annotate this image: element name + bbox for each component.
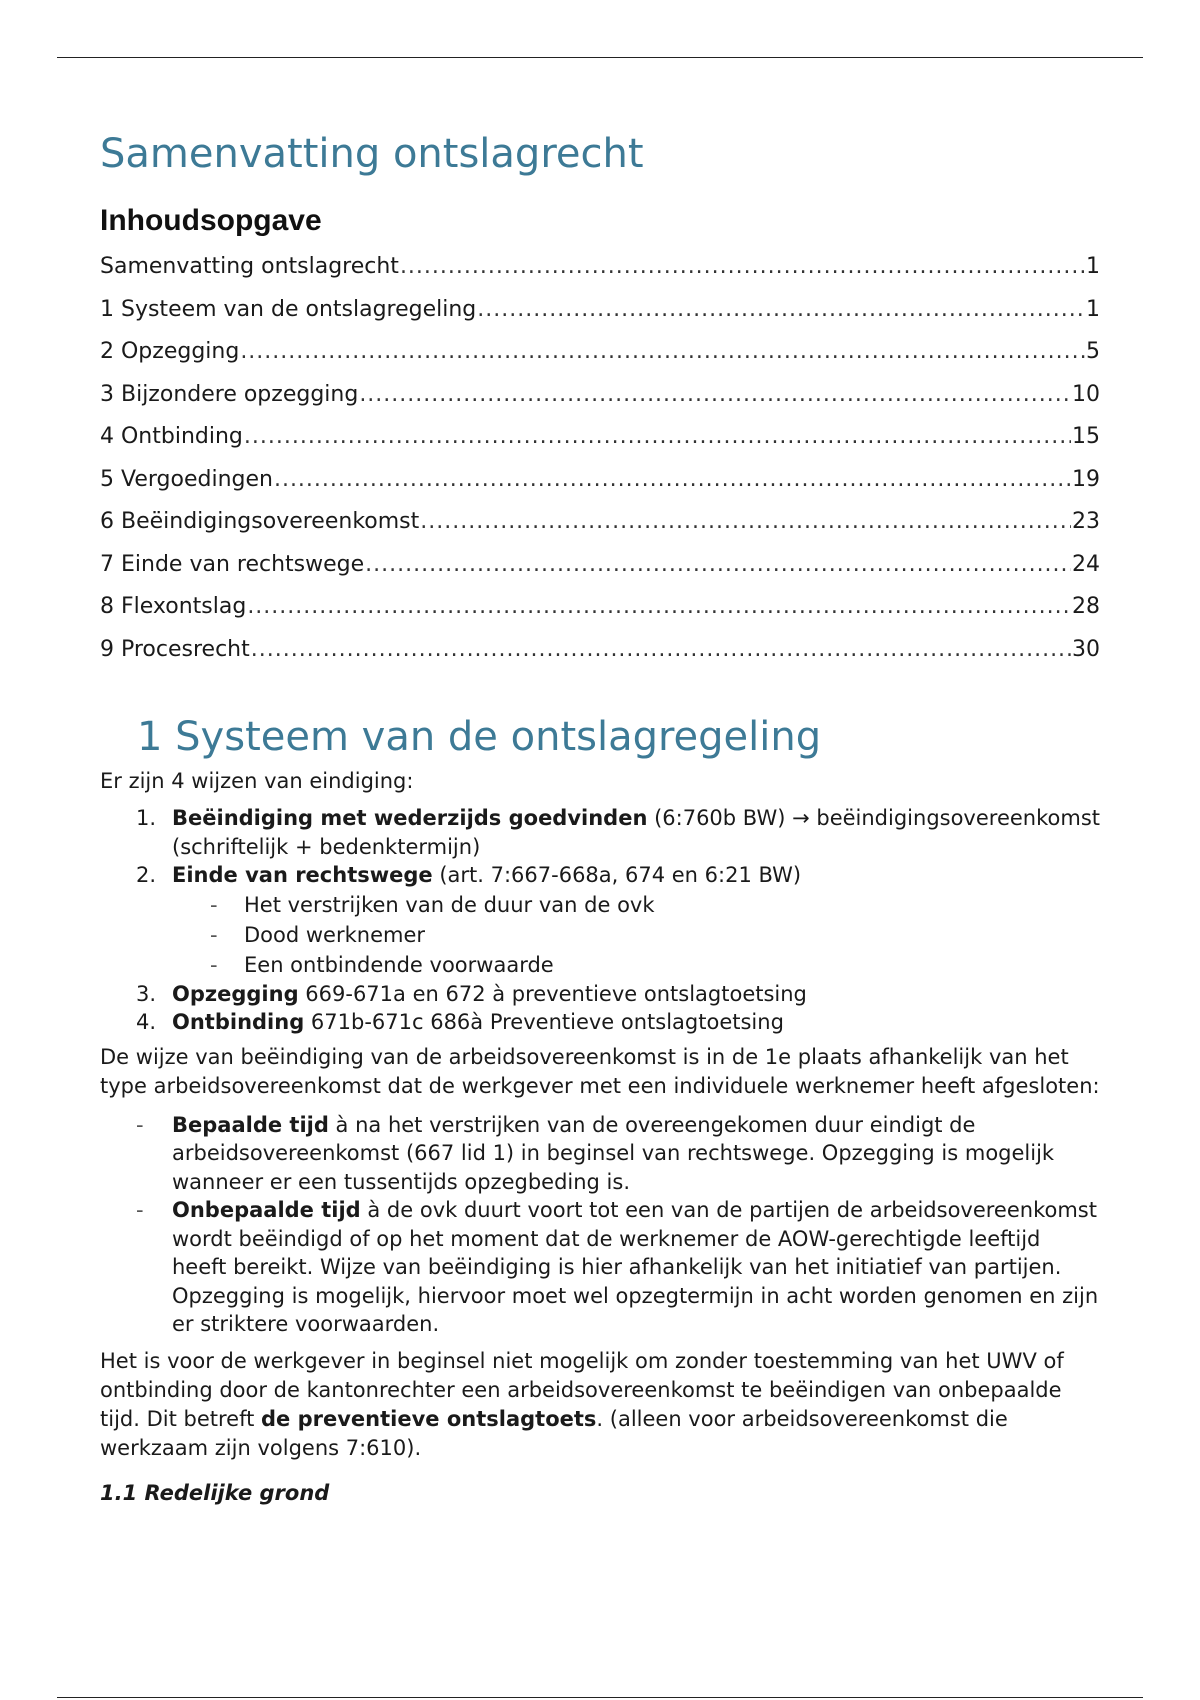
sub-list bbox=[172, 890, 1100, 980]
document-title: Samenvatting ontslagrecht bbox=[100, 131, 644, 177]
toc-entry[interactable]: 7 Einde van rechtswege ..... 24 bbox=[100, 544, 1100, 587]
list-item: 4. Ontbinding 671b-671c 686à Preventieve ontslagtoetsing bbox=[136, 1010, 784, 1034]
toc-entry[interactable]: 5 Vergoedingen ..... 19 bbox=[100, 459, 1100, 502]
termination-methods-list bbox=[100, 804, 1100, 1037]
toc-entry[interactable]: 2 Opzegging ..... 5 bbox=[100, 331, 1100, 374]
contract-types-list bbox=[100, 1111, 1100, 1339]
list-item: - Bepaalde tijd à na het verstrijken van de overeengekomen duur eindigt de arbeidsovereenkomst (667 lid 1) in beginsel van rechtswege. Opzegging is mogelijk wanneer er een tussentijds opzegbeding is. bbox=[100, 1111, 1100, 1197]
toc-entry[interactable]: 6 Beëindigingsovereenkomst ..... 23 bbox=[100, 501, 1100, 544]
list-item: 1. Beëindiging met wederzijds goedvinden (6:760b BW) → beëindigingsovereenkomst (schriftelijk + bedenktermijn) bbox=[136, 806, 1100, 859]
toc-entry[interactable]: 8 Flexontslag ..... 28 bbox=[100, 586, 1100, 629]
toc-entry[interactable]: 9 Procesrecht ..... 30 bbox=[100, 629, 1100, 672]
footer-rule bbox=[57, 1697, 1143, 1698]
sub-list-item: - Een ontbindende voorwaarde bbox=[172, 950, 1100, 980]
table-of-contents bbox=[100, 246, 1100, 671]
document-body bbox=[100, 130, 1100, 1505]
sub-list-item: - Het verstrijken van de duur van de ovk bbox=[172, 890, 1100, 920]
section-heading: 1 Systeem van de ontslagregeling bbox=[137, 714, 822, 760]
section-intro: Er zijn 4 wijzen van eindiging: bbox=[100, 769, 414, 793]
header-rule bbox=[57, 57, 1143, 58]
toc-entry[interactable]: 1 Systeem van de ontslagregeling ..... 1 bbox=[100, 289, 1100, 332]
subsection-heading: 1.1 Redelijke grond bbox=[100, 1480, 330, 1505]
list-item: 3. Opzegging 669-671a en 672 à preventieve ontslagtoetsing bbox=[136, 981, 807, 1006]
toc-entry[interactable]: Samenvatting ontslagrecht ..... 1 bbox=[100, 246, 1100, 289]
toc-entry[interactable]: 4 Ontbinding ..... 15 bbox=[100, 416, 1100, 459]
paragraph: De wijze van beëindiging van de arbeidsovereenkomst is in de 1e plaats afhankelijk van het type arbeidsovereenkomst dat de werkgever met een individuele werknemer heeft afgesloten: bbox=[100, 1044, 1100, 1098]
paragraph: Het is voor de werkgever in beginsel niet mogelijk om zonder toestemming van het UWV of ontbinding door de kantonrechter een arbeidsovereenkomst te beëindigen van onbepaalde tijd. Dit betreft de preventieve ontslagtoets. (alleen voor arbeidsovereenkomst die werkzaam zijn volgens 7:610). bbox=[100, 1348, 1064, 1460]
list-item: - Onbepaalde tijd à de ovk duurt voort tot een van de partijen de arbeidsovereenkomst wordt beëindigd of op het moment dat de werknemer de AOW-gerechtigde leeftijd heeft bereikt. Wijze van beëindiging is hier afhankelijk van het initiatief van partijen. Opzegging is mogelijk, hiervoor moet wel opzegtermijn in acht worden genomen en zijn er striktere voorwaarden. bbox=[100, 1196, 1100, 1339]
list-item: 2. Einde van rechtswege (art. 7:667-668a, 674 en 6:21 BW) - Het verstrijken van de duur van de ovk - Dood werknemer - Een ontbindende voorwaarde bbox=[100, 861, 1100, 980]
toc-entry[interactable]: 3 Bijzondere opzegging ..... 10 bbox=[100, 374, 1100, 417]
sub-list-item: - Dood werknemer bbox=[172, 920, 1100, 950]
toc-heading: Inhoudsopgave bbox=[100, 204, 322, 237]
